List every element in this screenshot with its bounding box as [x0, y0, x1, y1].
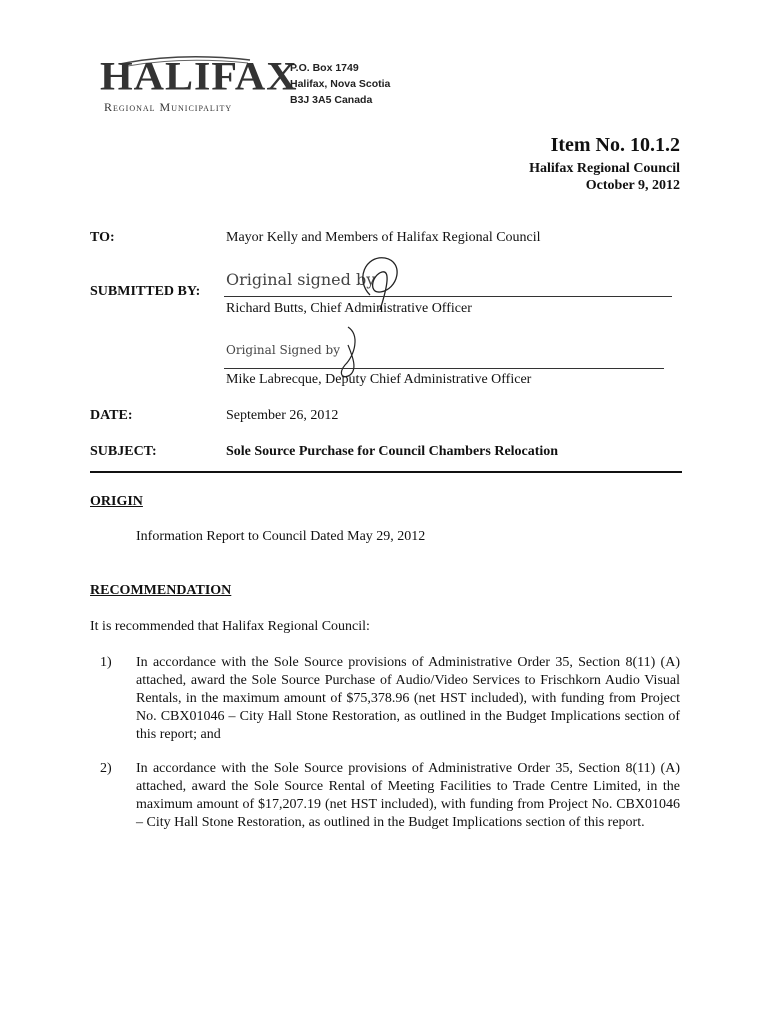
list-item-number: 1)	[100, 655, 112, 670]
meeting-date: October 9, 2012	[585, 178, 680, 193]
header-divider	[90, 471, 682, 473]
list-item-text: In accordance with the Sole Source provisions of Administrative Order 35, Section 8(11) (A) attached, award the Sole Source Purchase of Audio/Video Services to Frischkorn Audio Visual Rentals, in the maximum amount of $75,378.96 (net HST included), with funding from Project No. CBX01046 – City Hall Stone Restoration, as outlined in the Budget Implications section of this report; and	[136, 655, 680, 742]
original-signed-note-1: Original signed by	[226, 270, 376, 289]
address-line-2: Halifax, Nova Scotia	[290, 78, 391, 90]
list-item	[100, 760, 680, 832]
mailing-address	[290, 60, 390, 108]
address-line-3: B3J 3A5 Canada	[290, 94, 373, 106]
signature-line-2	[224, 368, 664, 369]
subject-value: Sole Source Purchase for Council Chambers Relocation	[226, 444, 559, 459]
list-item-text: In accordance with the Sole Source provisions of Administrative Order 35, Section 8(11) (A) attached, award the Sole Source Rental of Meeting Facilities to Trade Centre Limited, in the maximum amount of $17,207.19 (net HST included), with funding from Project No. CBX01046 – City Hall Stone Restoration, as outlined in the Budget Implications section of this report.	[136, 761, 680, 830]
address-line-1: P.O. Box 1749	[290, 62, 359, 74]
signer-2: Mike Labrecque, Deputy Chief Administrative Officer	[226, 372, 532, 387]
council-block	[529, 160, 680, 194]
date-value: September 26, 2012	[226, 408, 339, 423]
logo-wordmark: HALIFAX	[100, 55, 298, 99]
origin-text: Information Report to Council Dated May 29, 2012	[136, 529, 426, 544]
submitted-by-label: SUBMITTED BY:	[90, 284, 201, 299]
subject-label: SUBJECT:	[90, 444, 157, 459]
council-name: Halifax Regional Council	[529, 161, 680, 176]
original-signed-note-2: Original Signed by	[226, 343, 340, 357]
list-item	[100, 654, 680, 744]
logo-subtitle: Regional Municipality	[104, 100, 233, 114]
date-label: DATE:	[90, 408, 133, 423]
signer-1: Richard Butts, Chief Administrative Officer	[226, 301, 472, 316]
list-item-number: 2)	[100, 761, 112, 776]
recommendation-heading: RECOMMENDATION	[90, 583, 232, 598]
origin-heading: ORIGIN	[90, 494, 143, 509]
signature-line-1	[224, 296, 672, 297]
item-number: Item No. 10.1.2	[550, 134, 680, 156]
to-value: Mayor Kelly and Members of Halifax Regional Council	[226, 230, 541, 245]
halifax-logo	[100, 50, 298, 114]
recommendation-intro: It is recommended that Halifax Regional Council:	[90, 619, 370, 634]
to-label: TO:	[90, 230, 115, 245]
